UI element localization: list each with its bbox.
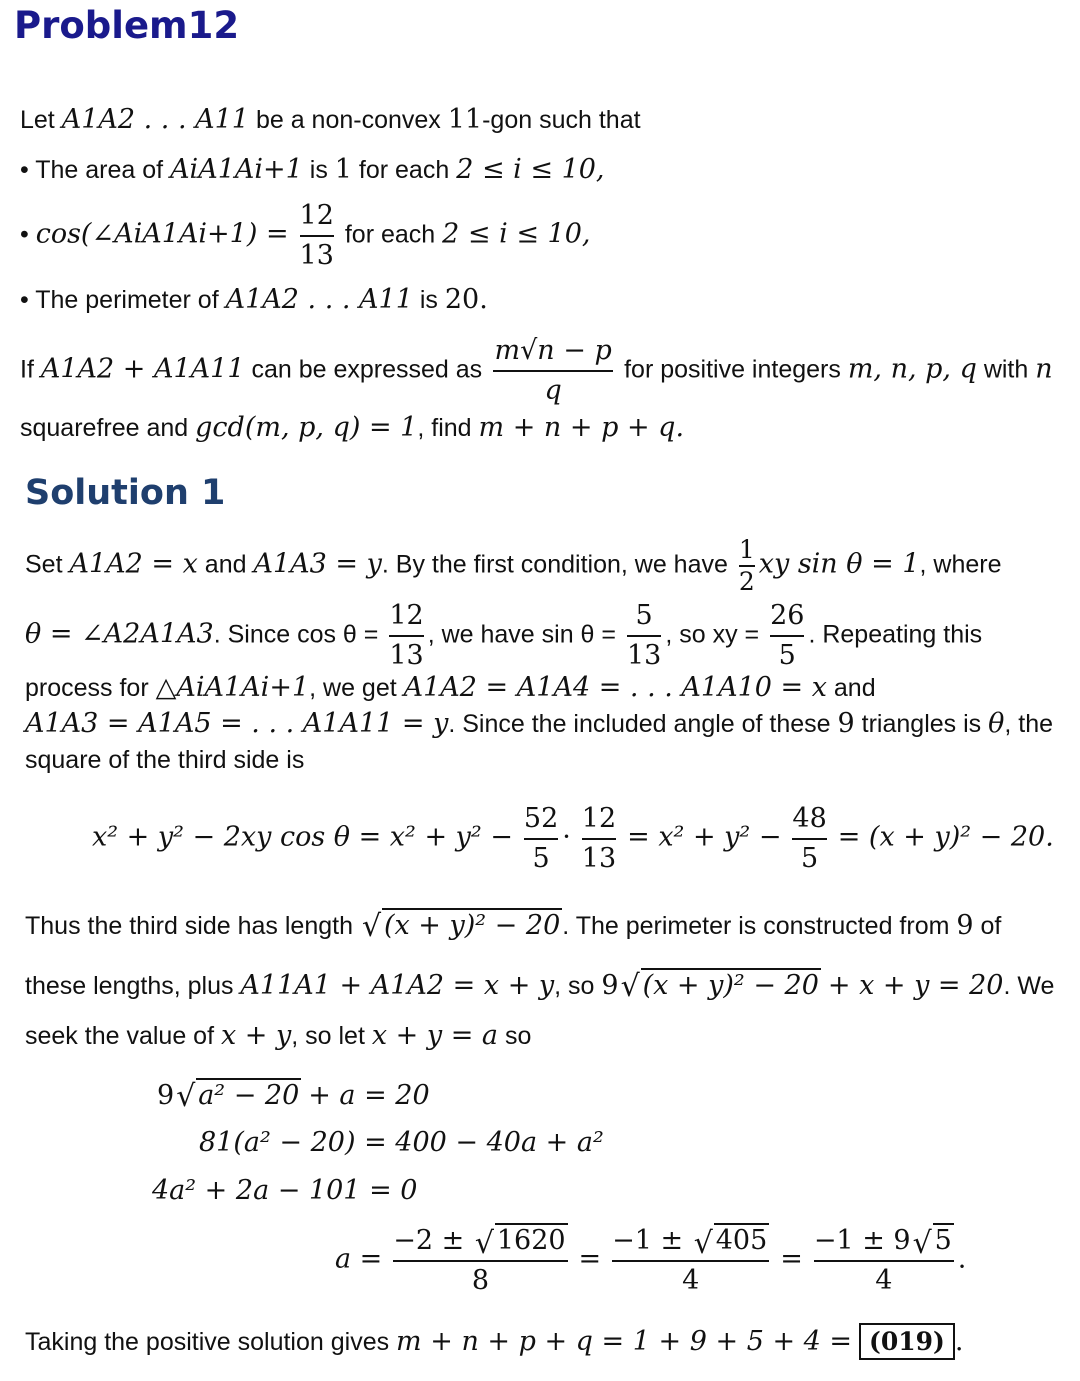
bullet-text: • The area of bbox=[20, 156, 171, 184]
bullet-text: is bbox=[412, 286, 445, 314]
final-sum: m + n + p + q = 1 + 9 + 5 + 4 = bbox=[396, 1326, 853, 1357]
numerator-part: −1 ± bbox=[612, 1225, 684, 1256]
theta-symbol: θ bbox=[988, 708, 1005, 739]
fraction-numerator: 26 bbox=[770, 600, 805, 631]
fraction-numerator: m√n − p bbox=[494, 335, 612, 366]
fraction-denominator: 5 bbox=[792, 838, 826, 878]
fraction-denominator: 4 bbox=[814, 1260, 954, 1300]
final-answer-line: Taking the positive solution gives m + n + p + q = 1 + 9 + 5 + 4 = (019) . bbox=[25, 1326, 963, 1357]
bullet-text: • The perimeter of bbox=[20, 286, 226, 314]
number-nine: 9 bbox=[956, 910, 974, 941]
aligned-eq-3: 4a² + 2a − 101 = 0 bbox=[152, 1175, 418, 1206]
gcd-condition: gcd(m, p, q) = 1 bbox=[195, 412, 418, 443]
index-range: 2 ≤ i ≤ 10, bbox=[442, 218, 591, 250]
fraction-52-5 bbox=[524, 800, 558, 878]
sum-expression: A1A2 + A1A11 bbox=[40, 353, 245, 385]
equation: + x + y = 20 bbox=[827, 970, 1004, 1001]
radicand: 1620 bbox=[496, 1225, 566, 1256]
fraction-denominator: 5 bbox=[524, 838, 558, 878]
solution-text: and bbox=[197, 550, 254, 579]
solution-text: , we have sin θ = bbox=[427, 620, 617, 649]
question-text: for positive integers bbox=[624, 355, 848, 384]
fraction-denominator: 13 bbox=[627, 635, 661, 675]
solution-text: . Repeating this bbox=[808, 620, 983, 649]
solution-text: , so xy = bbox=[665, 620, 760, 649]
equation-part: = (x + y)² − 20. bbox=[837, 821, 1054, 853]
solution-line-8 bbox=[25, 1020, 531, 1051]
polygon-math: A1A2 . . . A11 bbox=[61, 104, 249, 135]
fraction-numerator bbox=[612, 1222, 769, 1260]
fraction-numerator: 12 bbox=[389, 600, 424, 631]
display-equation-law-of-cosines bbox=[92, 800, 1054, 878]
radicand: (x + y)² − 20 bbox=[383, 910, 561, 941]
var-n: n bbox=[1035, 353, 1053, 385]
intro-text: be a non-convex bbox=[249, 106, 448, 134]
fraction-denominator: 8 bbox=[393, 1260, 567, 1300]
solution-text: Thus the third side has length bbox=[25, 912, 353, 940]
quadratic-fraction-2 bbox=[612, 1222, 769, 1300]
fraction-denominator: 13 bbox=[300, 235, 334, 275]
problem-intro-line bbox=[20, 104, 641, 135]
solution-text: these lengths, plus bbox=[25, 972, 241, 1000]
eq1-sqrt bbox=[176, 1080, 301, 1111]
solution-text: triangles is bbox=[854, 710, 989, 738]
problem-question-line-2 bbox=[20, 412, 684, 443]
fraction-denominator: 13 bbox=[389, 635, 423, 675]
equation-part: a = bbox=[335, 1243, 383, 1275]
equation: + a = 20 bbox=[308, 1080, 430, 1111]
fraction-denominator: q bbox=[493, 370, 613, 410]
quadratic-fraction-1 bbox=[393, 1222, 567, 1300]
solution-text: . By the first condition, we have bbox=[381, 550, 728, 579]
fraction-denominator: 5 bbox=[770, 635, 804, 675]
equation: x + y = a bbox=[371, 1020, 498, 1051]
solution-text: so bbox=[498, 1022, 532, 1050]
bullet-cos: • cos(∠AiA1Ai+1) = $\frac{12}{13}$ for each 2 ≤ i ≤ 10, bbox=[20, 197, 590, 275]
equality-chain-y: A1A3 = A1A5 = . . . A1A11 = y bbox=[25, 708, 449, 739]
sqrt-1620 bbox=[475, 1222, 568, 1260]
fraction-numerator: 5 bbox=[635, 600, 653, 631]
problem-title: Problem12 bbox=[14, 4, 240, 47]
fraction-denominator: 2 bbox=[738, 567, 755, 596]
cos-expression: cos(∠AiA1Ai+1) = bbox=[35, 218, 289, 250]
problem-question-line bbox=[20, 332, 1053, 410]
sqrt-405 bbox=[694, 1222, 770, 1260]
bullet-perimeter bbox=[20, 284, 488, 315]
solution-text: seek the value of bbox=[25, 1022, 221, 1050]
fraction-48-5 bbox=[792, 800, 826, 878]
find-expression: m + n + p + q. bbox=[478, 412, 685, 443]
area-value: 1 bbox=[334, 154, 352, 185]
equation: A1A3 = y bbox=[253, 548, 382, 580]
solution-text: Taking the positive solution gives bbox=[25, 1328, 397, 1356]
sin-fraction bbox=[627, 597, 661, 675]
variables: m, n, p, q bbox=[847, 353, 977, 385]
sqrt-5 bbox=[913, 1222, 954, 1260]
aligned-eq-1 bbox=[157, 1080, 430, 1111]
theta-definition: θ = ∠A2A1A3 bbox=[25, 618, 214, 650]
solution-text: , so let bbox=[291, 1022, 372, 1050]
fraction-numerator: 12 bbox=[299, 200, 334, 231]
half-fraction bbox=[739, 535, 755, 597]
bullet-text: for each bbox=[344, 220, 436, 249]
solution-title: Solution 1 bbox=[25, 473, 226, 513]
polygon-math: A1A2 . . . A11 bbox=[225, 284, 413, 315]
solution-line-6 bbox=[25, 910, 1001, 941]
index-range: 2 ≤ i ≤ 10, bbox=[456, 154, 605, 185]
numerator-part: −2 ± bbox=[393, 1225, 465, 1256]
solution-line-7 bbox=[25, 970, 1054, 1001]
aligned-eq-4-quadratic: a = $\frac{-2 \pm √ 1620}{8}$ = $\frac{-1 \pm √ 405}{4}$ = $\frac{-1 \pm 9√ 5}{4}$ . bbox=[335, 1222, 966, 1300]
solution-text: and bbox=[826, 674, 876, 702]
solution-text: , we get bbox=[309, 674, 404, 702]
solution-text: of bbox=[973, 912, 1002, 940]
question-text: can be expressed as bbox=[244, 355, 483, 384]
solution-text: , where bbox=[919, 550, 1002, 579]
cos-fraction bbox=[389, 597, 423, 675]
solution-line-1 bbox=[25, 535, 1001, 597]
radicand: (x + y)² − 20 bbox=[642, 970, 819, 1001]
radicand: 5 bbox=[934, 1225, 952, 1256]
triangle-math: AiA1Ai+1 bbox=[170, 154, 303, 185]
answer-form-fraction bbox=[493, 332, 613, 410]
n-gon-number: 11 bbox=[447, 104, 483, 135]
fraction-denominator: 4 bbox=[612, 1260, 769, 1300]
solution-text: , so bbox=[554, 972, 602, 1000]
triangle-math: △AiA1Ai+1 bbox=[155, 672, 310, 703]
question-text: squarefree and bbox=[20, 414, 196, 442]
solution-line-2 bbox=[25, 597, 982, 675]
solution-text: , the bbox=[1004, 710, 1054, 738]
fraction-12-13 bbox=[582, 800, 616, 878]
solution-text: . Since cos θ = bbox=[213, 620, 379, 649]
aligned-eq-2: 81(a² − 20) = 400 − 40a + a² bbox=[199, 1127, 604, 1158]
numerator-part: −1 ± 9 bbox=[813, 1225, 911, 1256]
fraction-numerator: 48 bbox=[792, 803, 827, 834]
question-text: , find bbox=[417, 414, 479, 442]
fraction-numerator: 12 bbox=[581, 803, 617, 834]
solution-line-3 bbox=[25, 672, 876, 703]
boxed-answer: (019) bbox=[859, 1323, 955, 1360]
quadratic-fraction-3 bbox=[814, 1222, 954, 1300]
number-nine: 9 bbox=[157, 1080, 175, 1111]
number-nine: 9 bbox=[837, 708, 855, 739]
bullet-area bbox=[20, 154, 605, 185]
fraction-numerator: 1 bbox=[738, 535, 755, 564]
xy-fraction bbox=[770, 597, 804, 675]
dot-operator: · bbox=[562, 821, 571, 853]
equation: x + y bbox=[220, 1020, 292, 1051]
radicand: 405 bbox=[715, 1225, 768, 1256]
perimeter-sqrt bbox=[621, 970, 821, 1001]
cos-fraction bbox=[300, 197, 334, 275]
equation-part: x² + y² − 2xy cos θ = x² + y² − bbox=[92, 821, 513, 853]
question-text: If bbox=[20, 355, 41, 384]
solution-line-4 bbox=[25, 708, 1053, 739]
equation: A11A1 + A1A2 = x + y bbox=[240, 970, 555, 1001]
solution-text: process for bbox=[25, 674, 156, 702]
area-equation: xy sin θ = 1 bbox=[758, 548, 920, 580]
perimeter-value: 20. bbox=[444, 284, 488, 315]
fraction-denominator: 13 bbox=[582, 838, 616, 878]
number-nine: 9 bbox=[601, 970, 619, 1001]
solution-text: . Since the included angle of these bbox=[448, 710, 838, 738]
question-text: with bbox=[976, 355, 1036, 384]
solution-text: . We bbox=[1003, 972, 1055, 1000]
equation: A1A2 = x bbox=[69, 548, 198, 580]
intro-text: Let bbox=[20, 106, 62, 134]
bullet-text: for each bbox=[351, 156, 457, 184]
solution-line-5: square of the third side is bbox=[25, 746, 305, 774]
solution-text: . The perimeter is constructed from bbox=[562, 912, 957, 940]
intro-text: -gon such that bbox=[482, 106, 641, 134]
radicand: a² − 20 bbox=[198, 1080, 300, 1111]
equation-part: = x² + y² − bbox=[627, 821, 782, 853]
third-side-sqrt bbox=[362, 910, 562, 941]
fraction-numerator bbox=[814, 1222, 954, 1260]
equality-chain-x: A1A2 = A1A4 = . . . A1A10 = x bbox=[403, 672, 827, 703]
fraction-numerator bbox=[393, 1222, 567, 1260]
fraction-numerator: 52 bbox=[523, 803, 559, 834]
bullet-text: is bbox=[302, 156, 335, 184]
solution-text: Set bbox=[25, 550, 70, 579]
